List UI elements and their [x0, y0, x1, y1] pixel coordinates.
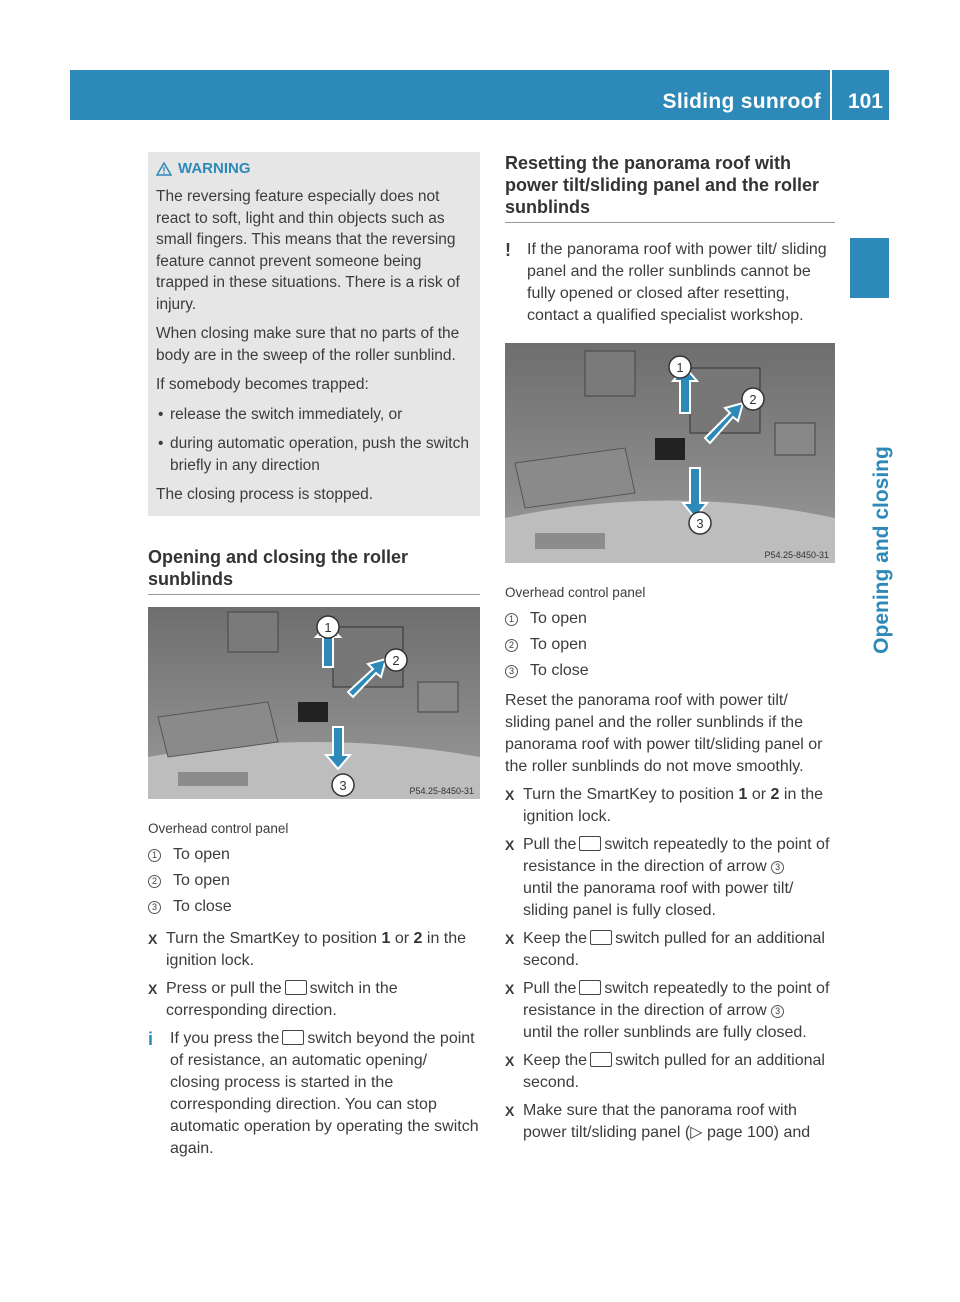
left-column: [148, 152, 480, 1160]
step-marker-icon: X: [505, 1053, 515, 1069]
switch-symbol-icon: [282, 1030, 304, 1045]
svg-text:2: 2: [749, 392, 757, 407]
svg-text:3: 3: [696, 516, 704, 531]
intro-paragraph: Reset the panorama roof with power tilt/ sliding panel and the roller sunblinds if the panorama roof with power tilt/sliding panel or the roller sunblinds do not move smoothly.: [505, 692, 823, 775]
caution-note: ! If the panorama roof with power tilt/ sliding panel and the roller sunblinds cannot be fully opened or closed after resetting, contact a qualified specialist workshop.: [505, 239, 835, 327]
info-icon: i: [148, 1028, 154, 1049]
section-title: Sliding sunroof: [662, 90, 821, 113]
warning-box: [148, 152, 480, 516]
header-divider: [830, 70, 832, 120]
right-column: [505, 152, 835, 1144]
svg-text:2: 2: [392, 652, 400, 668]
section-heading: Resetting the panorama roof with power tilt/sliding panel and the roller sunblinds: [505, 152, 835, 223]
warning-bullet: • during automatic operation, push the switch briefly in any direction: [158, 435, 469, 474]
image-code: P54.25-8450-31: [764, 550, 829, 560]
image-code: P54.25-8450-31: [409, 785, 474, 796]
overhead-panel-image: [148, 607, 480, 806]
instruction-step: X Make sure that the panorama roof with power tilt/sliding panel (▷ page 100) and: [505, 1100, 835, 1144]
step-marker-icon: X: [148, 980, 158, 997]
page-number: 101: [847, 90, 883, 113]
instruction-step: X Pull the switch repeatedly to the point of resistance in the direction of arrow 3 until the roller sunblinds are fully closed.: [505, 978, 835, 1044]
step-marker-icon: X: [505, 981, 515, 997]
info-note: i If you press the switch beyond the point of resistance, an automatic opening/ closing process is started in the corresponding direction. You can stop automatic operation by operating the switch again.: [148, 1028, 480, 1160]
warning-text: The reversing feature especially does not react to soft, light and thin objects such as small fingers. This means that the reversing feature cannot prevent someone being trapped in these situations. There is a risk of injury.: [156, 188, 460, 313]
instruction-step: X Keep the switch pulled for an additional second.: [505, 1050, 835, 1094]
chapter-title: Opening and closing: [870, 446, 893, 654]
instruction-step: X Keep the switch pulled for an additional second.: [505, 928, 835, 972]
exclamation-icon: !: [505, 240, 511, 260]
instruction-step: X Turn the SmartKey to position 1 or 2 in the ignition lock.: [148, 928, 480, 972]
instruction-step: X Press or pull the switch in the corresponding direction.: [148, 978, 480, 1022]
legend-item: 1 To open: [148, 844, 480, 866]
svg-text:1: 1: [324, 619, 332, 635]
switch-symbol-icon: [590, 1052, 612, 1067]
warning-text: If somebody becomes trapped:: [156, 376, 369, 393]
step-marker-icon: X: [505, 787, 515, 803]
instruction-step: X Pull the switch repeatedly to the point of resistance in the direction of arrow 3 until the panorama roof with power tilt/ sliding panel is fully closed.: [505, 834, 835, 922]
step-marker-icon: X: [505, 837, 515, 853]
legend-item: 2 To open: [505, 634, 835, 656]
warning-header: [156, 158, 472, 180]
svg-text:1: 1: [676, 360, 684, 375]
legend-item: 1 To open: [505, 608, 835, 630]
step-marker-icon: X: [505, 931, 515, 947]
step-marker-icon: X: [505, 1103, 515, 1119]
switch-symbol-icon: [579, 980, 601, 995]
section-heading: Opening and closing the roller sunblinds: [148, 546, 480, 595]
legend-item: 3 To close: [505, 660, 835, 682]
legend-item: 3 To close: [148, 896, 480, 918]
chapter-tab: [850, 238, 889, 298]
step-marker-icon: X: [148, 930, 158, 947]
switch-symbol-icon: [590, 930, 612, 945]
instruction-step: X Turn the SmartKey to position 1 or 2 in the ignition lock.: [505, 784, 835, 828]
warning-label: WARNING: [178, 160, 251, 177]
switch-symbol-icon: [285, 980, 307, 995]
legend-item: 2 To open: [148, 870, 480, 892]
warning-text: The closing process is stopped.: [156, 486, 374, 503]
switch-symbol-icon: [579, 836, 601, 851]
header-bar: [70, 70, 889, 120]
warning-bullet: • release the switch immediately, or: [158, 405, 403, 423]
warning-triangle-icon: [156, 162, 172, 176]
figure-caption: Overhead control panel: [505, 585, 646, 600]
warning-text: When closing make sure that no parts of the body are in the sweep of the roller sunblind.: [156, 325, 460, 364]
svg-text:3: 3: [339, 777, 347, 793]
figure-caption: Overhead control panel: [148, 820, 289, 836]
overhead-panel-image: [505, 343, 835, 570]
